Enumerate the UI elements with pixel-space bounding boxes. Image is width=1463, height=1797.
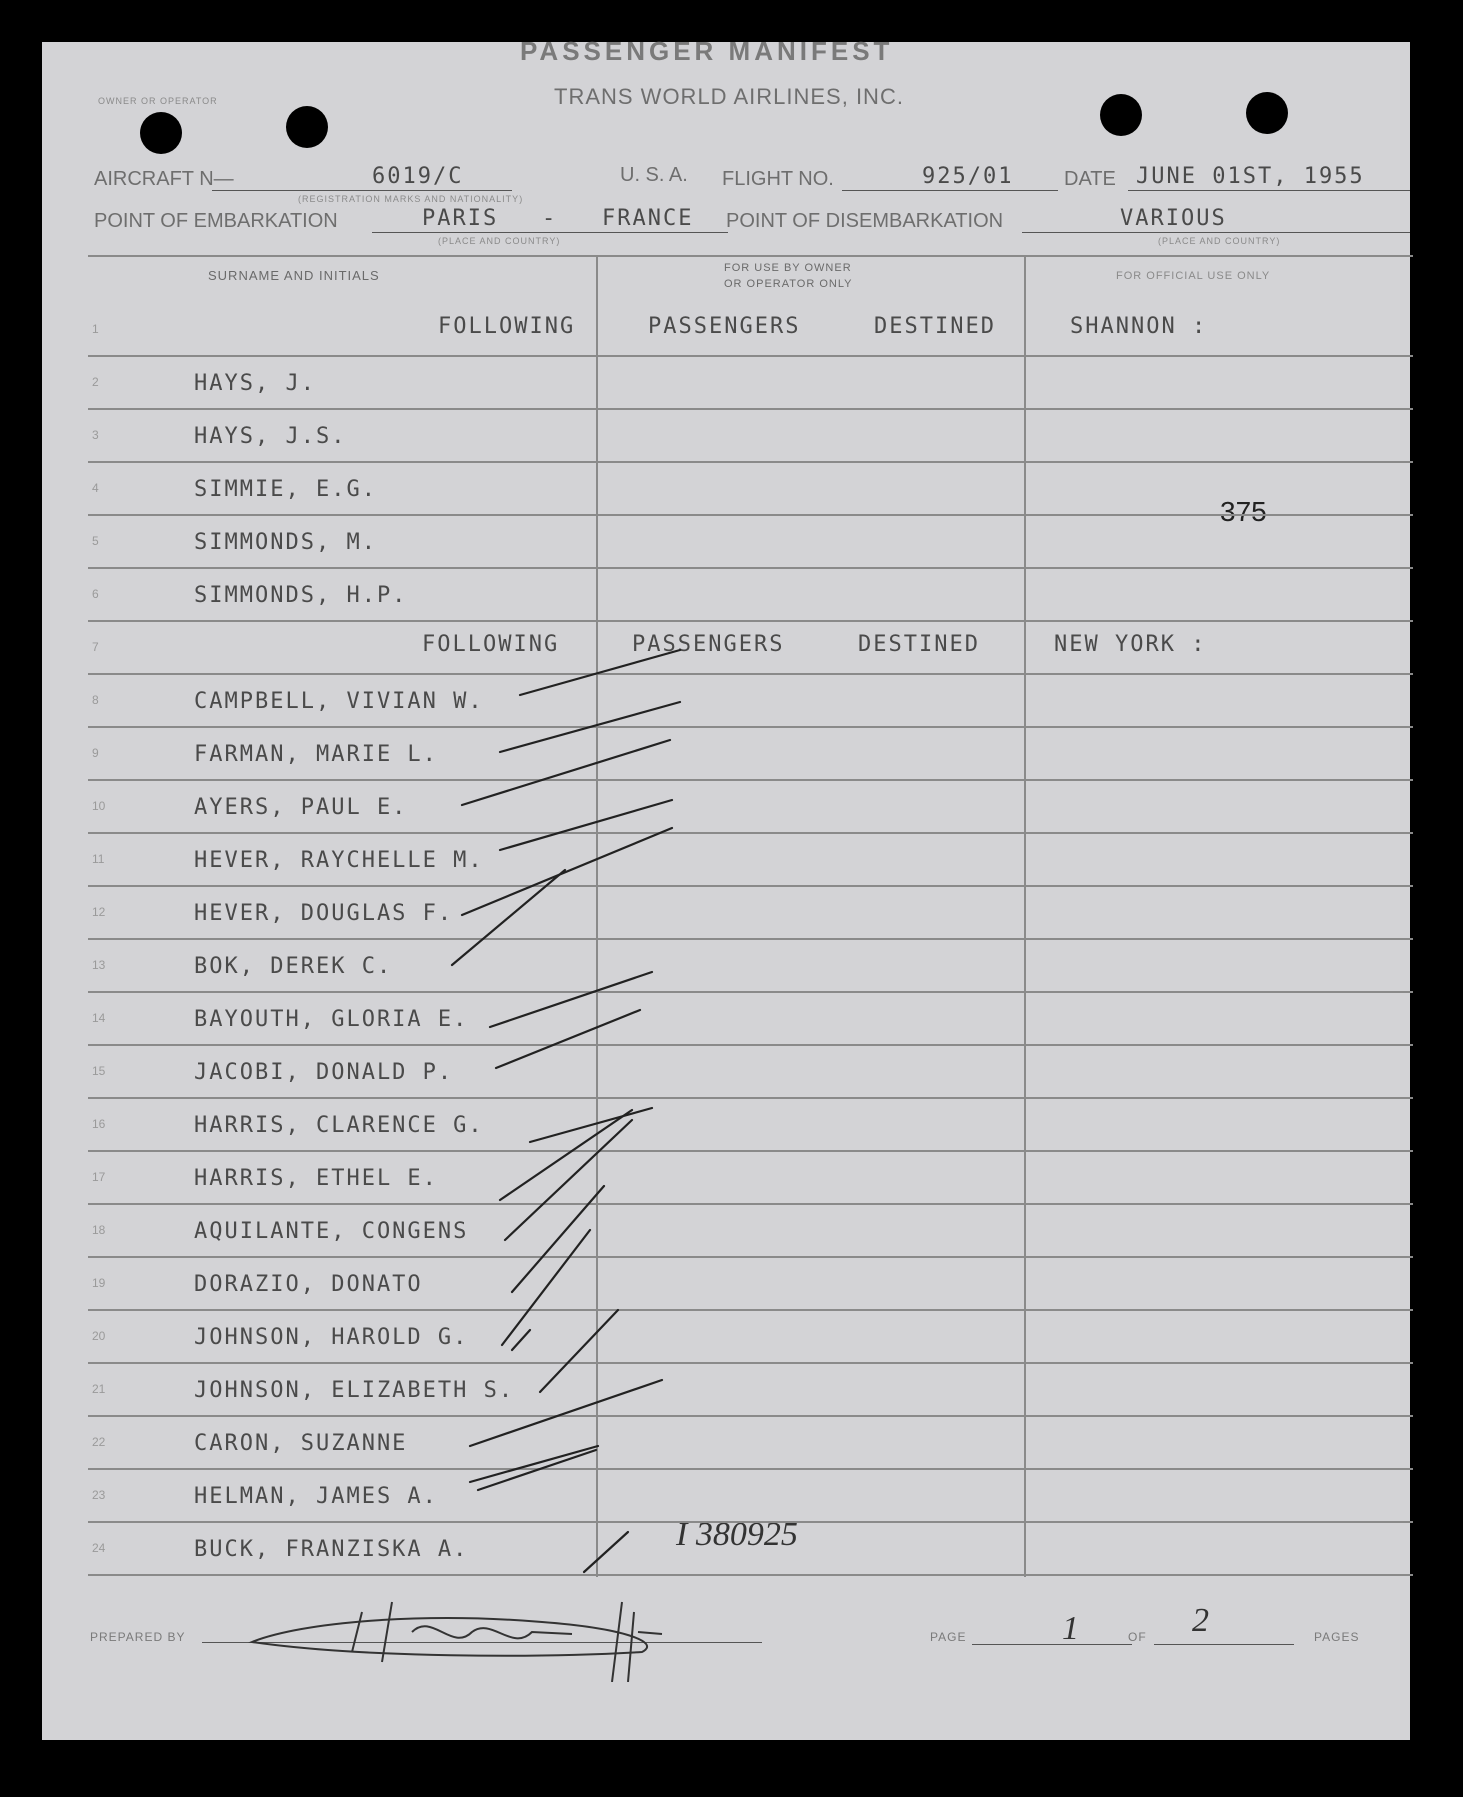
aircraft-value: 6019/C <box>372 164 464 189</box>
owner-label: OWNER OR OPERATOR <box>98 96 218 106</box>
row-number: 5 <box>92 534 99 548</box>
passenger-name: HEVER, RAYCHELLE M. <box>194 848 484 873</box>
handwritten-id: I 380925 <box>676 1516 798 1553</box>
row-number: 12 <box>92 905 106 919</box>
passengers-label: PASSENGERS <box>632 632 785 657</box>
row-number: 13 <box>92 958 106 972</box>
passenger-name: JOHNSON, ELIZABETH S. <box>194 1378 515 1403</box>
following-label: FOLLOWING <box>438 314 576 339</box>
passenger-name: JOHNSON, HAROLD G. <box>194 1325 469 1350</box>
page-value: 1 <box>1062 1610 1079 1647</box>
prepared-by-label: PREPARED BY <box>90 1630 186 1644</box>
passenger-name: HAYS, J. <box>194 371 316 396</box>
embark-label: POINT OF EMBARKATION <box>94 210 338 232</box>
destined-label: DESTINED <box>874 314 996 339</box>
row-number: 20 <box>92 1329 106 1343</box>
of-label: OF <box>1128 1630 1147 1644</box>
row-number: 22 <box>92 1435 106 1449</box>
row-number: 24 <box>92 1541 106 1555</box>
place-note: (PLACE AND COUNTRY) <box>438 236 561 246</box>
flight-label: FLIGHT NO. <box>722 168 834 190</box>
row-number: 10 <box>92 799 106 813</box>
passenger-name: SIMMIE, E.G. <box>194 477 377 502</box>
embark-city: PARIS <box>422 206 499 231</box>
passenger-name: SIMMONDS, M. <box>194 530 377 555</box>
airline-name: TRANS WORLD AIRLINES, INC. <box>554 84 904 109</box>
disembark-label: POINT OF DISEMBARKATION <box>726 210 1004 232</box>
row-number: 6 <box>92 587 99 601</box>
column-owner-use-2: OR OPERATOR ONLY <box>724 278 853 290</box>
flight-value: 925/01 <box>922 164 1014 189</box>
row-number: 21 <box>92 1382 106 1396</box>
page-title: PASSENGER MANIFEST <box>520 36 894 66</box>
passenger-name: DORAZIO, DONATO <box>194 1272 423 1297</box>
pages-label: PAGES <box>1314 1630 1360 1644</box>
passenger-name: BUCK, FRANZISKA A. <box>194 1537 469 1562</box>
passenger-name: CAMPBELL, VIVIAN W. <box>194 689 484 714</box>
destination-label: SHANNON : <box>1070 314 1208 339</box>
row-number: 18 <box>92 1223 106 1237</box>
date-label: DATE <box>1064 168 1116 190</box>
passenger-name: BOK, DEREK C. <box>194 954 393 979</box>
row-number: 15 <box>92 1064 106 1078</box>
country-label: U. S. A. <box>620 164 688 186</box>
column-owner-use-1: FOR USE BY OWNER <box>724 262 852 274</box>
date-value: JUNE 01ST, 1955 <box>1136 164 1365 189</box>
row-number: 2 <box>92 375 99 389</box>
row-number: 8 <box>92 693 99 707</box>
passenger-name: HARRIS, ETHEL E. <box>194 1166 438 1191</box>
row-number: 9 <box>92 746 99 760</box>
embark-dash: - <box>542 206 558 231</box>
disembark-value: VARIOUS <box>1120 206 1227 231</box>
row-number: 17 <box>92 1170 106 1184</box>
passenger-name: BAYOUTH, GLORIA E. <box>194 1007 469 1032</box>
destined-label: DESTINED <box>858 632 980 657</box>
destination-label: NEW YORK : <box>1054 632 1207 657</box>
passenger-name: HEVER, DOUGLAS F. <box>194 901 454 926</box>
row-number: 23 <box>92 1488 106 1502</box>
following-label: FOLLOWING <box>422 632 560 657</box>
passenger-name: FARMAN, MARIE L. <box>194 742 438 767</box>
row-number: 11 <box>92 852 105 866</box>
row-number: 19 <box>92 1276 106 1290</box>
column-official: FOR OFFICIAL USE ONLY <box>1116 270 1271 282</box>
passenger-name: HELMAN, JAMES A. <box>194 1484 438 1509</box>
row-number: 16 <box>92 1117 106 1131</box>
passenger-name: SIMMONDS, H.P. <box>194 583 408 608</box>
row-number: 3 <box>92 428 99 442</box>
row-number: 14 <box>92 1011 106 1025</box>
passenger-name: AQUILANTE, CONGENS <box>194 1219 469 1244</box>
page-label: PAGE <box>930 1630 967 1644</box>
passenger-name: HARRIS, CLARENCE G. <box>194 1113 484 1138</box>
passenger-name: HAYS, J.S. <box>194 424 347 449</box>
place-note-2: (PLACE AND COUNTRY) <box>1158 236 1281 246</box>
passenger-name: JACOBI, DONALD P. <box>194 1060 454 1085</box>
passenger-name: CARON, SUZANNE <box>194 1431 408 1456</box>
passengers-label: PASSENGERS <box>648 314 801 339</box>
registration-note: (REGISTRATION MARKS AND NATIONALITY) <box>298 194 524 204</box>
row-number: 7 <box>92 640 99 654</box>
row-number: 4 <box>92 481 99 495</box>
column-surname: SURNAME AND INITIALS <box>208 268 380 283</box>
embark-country: FRANCE <box>602 206 694 231</box>
passenger-name: AYERS, PAUL E. <box>194 795 408 820</box>
stamp-number: 375 <box>1220 496 1267 527</box>
aircraft-label: AIRCRAFT N— <box>94 168 234 190</box>
of-value: 2 <box>1192 1602 1209 1639</box>
row-number: 1 <box>92 322 99 336</box>
